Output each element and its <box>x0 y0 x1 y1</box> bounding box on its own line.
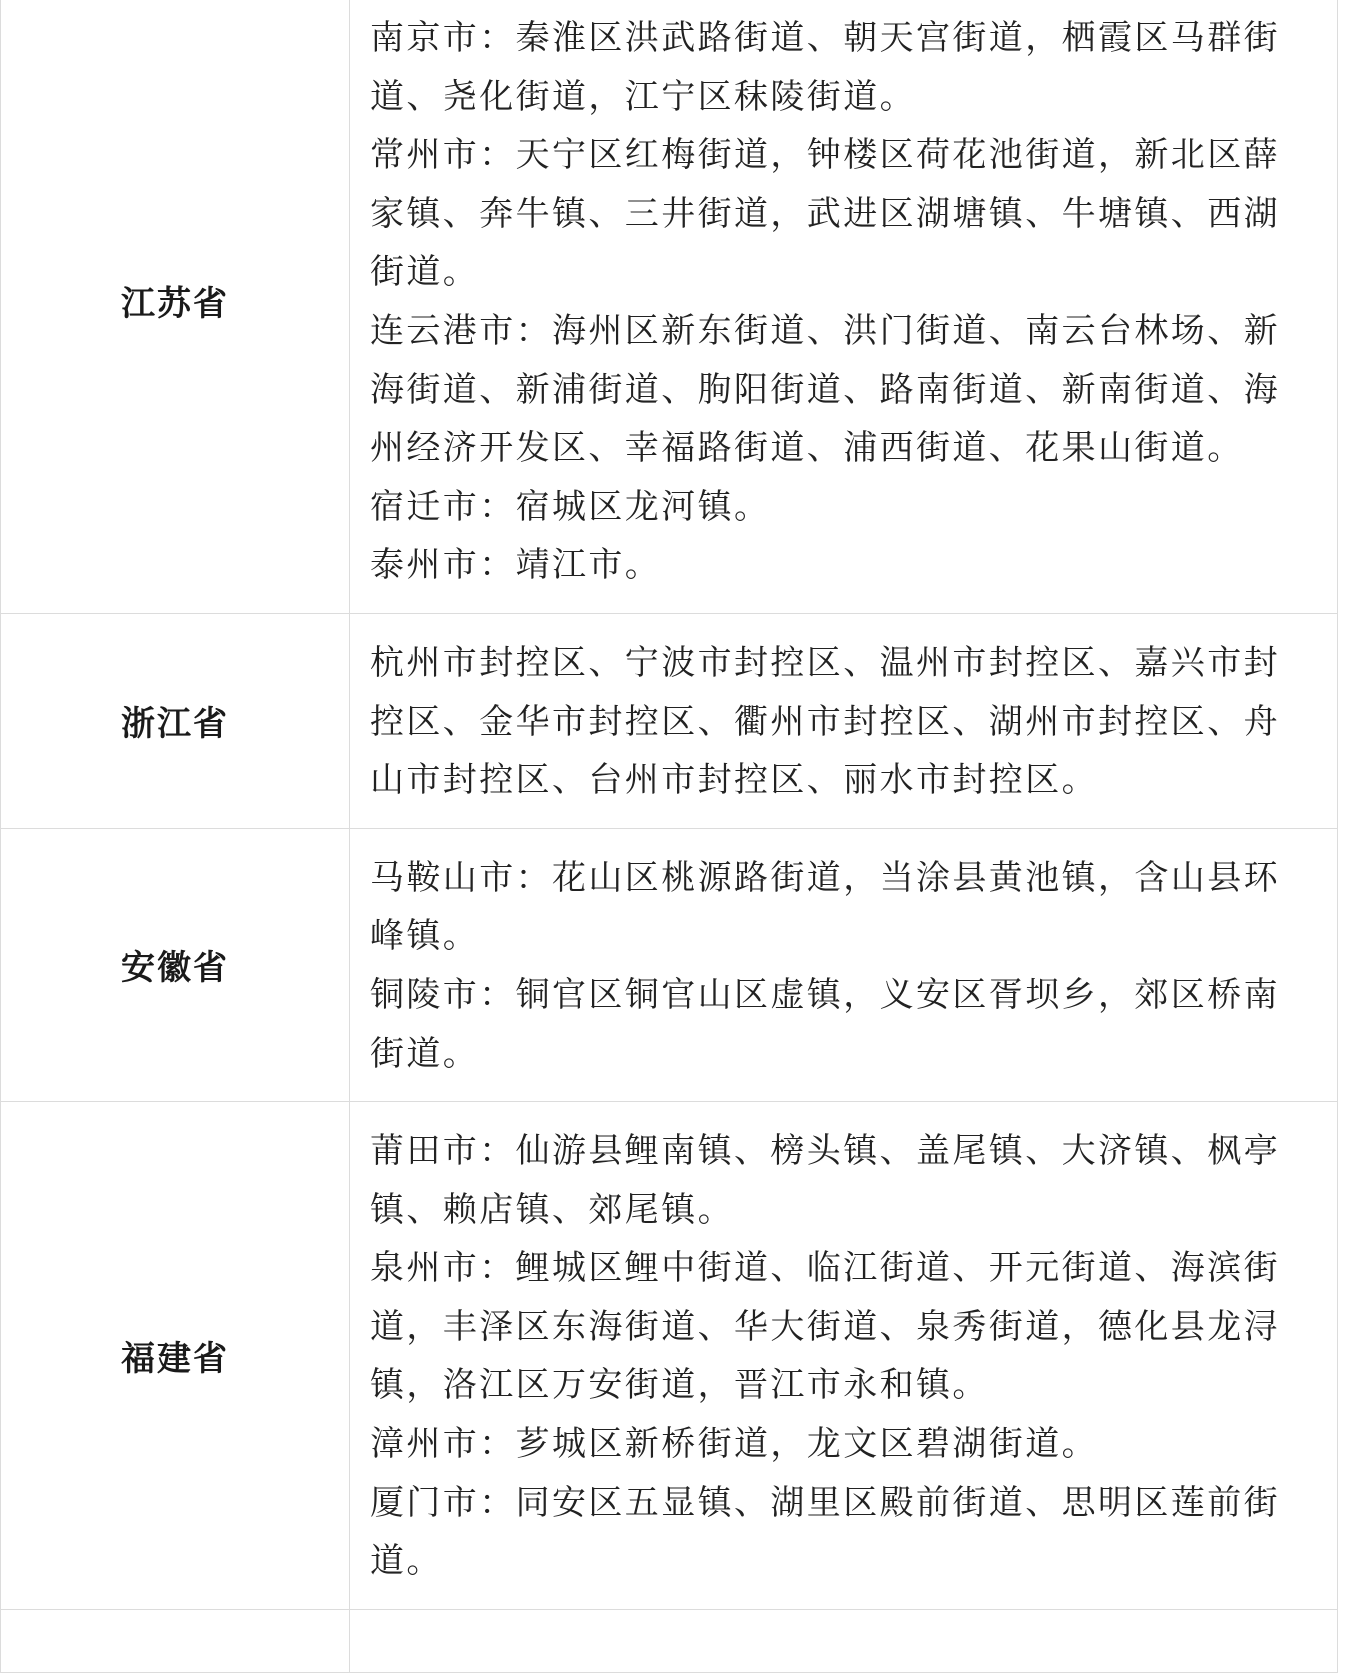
region-detail-cell <box>350 1102 1338 1610</box>
city-line: 南京市：秦淮区洪武路街道、朝天宫街道，栖霞区马群街道、尧化街道，江宁区秣陵街道。 <box>370 18 1280 117</box>
city-line: 常州市：天宁区红梅街道，钟楼区荷花池街道，新北区薛家镇、奔牛镇、三井街道，武进区湖塘镇、牛塘镇、西湖街道。 <box>370 135 1280 293</box>
empty-cell <box>350 1609 1338 1672</box>
city-line: 铜陵市：铜官区铜官山区虚镇，义安区胥坝乡，郊区桥南街道。 <box>370 974 1280 1074</box>
table-row-fujian <box>1 1102 1338 1610</box>
city-line: 马鞍山市：花山区桃源路街道，当涂县黄池镇，含山县环峰镇。 <box>370 857 1280 957</box>
province-name: 浙江省 <box>1 613 350 828</box>
city-line: 莆田市：仙游县鲤南镇、榜头镇、盖尾镇、大济镇、枫亭镇、赖店镇、郊尾镇。 <box>370 1131 1280 1230</box>
city-line: 泰州市：靖江市。 <box>370 545 662 586</box>
table-row-partial <box>1 1609 1338 1672</box>
table-row-anhui <box>1 828 1338 1101</box>
province-name: 福建省 <box>1 1102 350 1610</box>
region-detail-cell <box>350 0 1338 613</box>
region-detail-cell <box>350 613 1338 828</box>
table-row-jiangsu <box>1 0 1338 613</box>
city-line: 连云港市：海州区新东街道、洪门街道、南云台林场、新海街道、新浦街道、朐阳街道、路南街道、新南街道、海州经济开发区、幸福路街道、浦西街道、花果山街道。 <box>370 310 1280 469</box>
city-line: 泉州市：鲤城区鲤中街道、临江街道、开元街道、海滨街道，丰泽区东海街道、华大街道、泉秀街道，德化县龙浔镇，洛江区万安街道，晋江市永和镇。 <box>370 1248 1280 1406</box>
city-line: 厦门市：同安区五显镇、湖里区殿前街道、思明区莲前街道。 <box>370 1482 1280 1582</box>
province-name: 安徽省 <box>1 828 350 1101</box>
province-name: 江苏省 <box>1 0 350 613</box>
city-line: 杭州市封控区、宁波市封控区、温州市封控区、嘉兴市封控区、金华市封控区、衢州市封控区、湖州市封控区、舟山市封控区、台州市封控区、丽水市封控区。 <box>370 642 1280 801</box>
city-line: 宿迁市：宿城区龙河镇。 <box>370 486 771 527</box>
region-detail-cell <box>350 828 1338 1101</box>
table-row-zhejiang <box>1 613 1338 828</box>
empty-cell <box>1 1609 350 1672</box>
city-line: 漳州市：芗城区新桥街道，龙文区碧湖街道。 <box>370 1424 1098 1465</box>
